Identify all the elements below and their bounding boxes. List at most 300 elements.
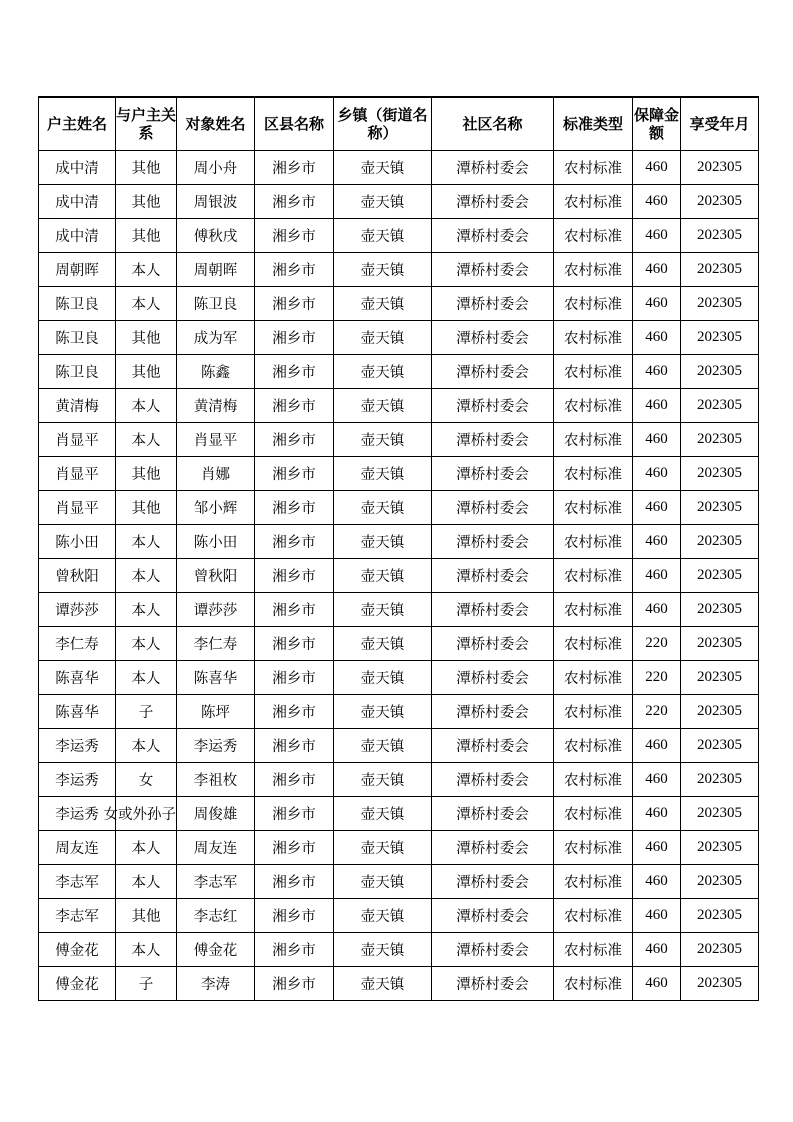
community-cell: 潭桥村委会: [432, 219, 554, 253]
household-head-cell: 成中清: [39, 185, 116, 219]
township-cell: 壶天镇: [334, 899, 432, 933]
relation-text: [116, 633, 176, 654]
relation-label: 子: [138, 705, 154, 721]
table-row: [39, 627, 759, 661]
table-row: [39, 457, 759, 491]
table-row: [39, 899, 759, 933]
township-cell: 壶天镇: [334, 219, 432, 253]
period-cell: 202305: [681, 287, 759, 321]
recipient-name-cell: 周银波: [177, 185, 255, 219]
county-cell: 湘乡市: [255, 559, 334, 593]
header-relation: 与户主关系: [116, 97, 177, 151]
period-cell: 202305: [681, 899, 759, 933]
recipient-name-cell: 李志红: [177, 899, 255, 933]
relation-cell: [116, 695, 177, 729]
recipient-name-cell: 曾秋阳: [177, 559, 255, 593]
amount-cell: 460: [633, 593, 681, 627]
township-cell: 壶天镇: [334, 389, 432, 423]
community-cell: 潭桥村委会: [432, 899, 554, 933]
relation-text: [116, 701, 176, 722]
household-head-cell: 傅金花: [39, 933, 116, 967]
county-cell: 湘乡市: [255, 967, 334, 1001]
relation-cell: [116, 933, 177, 967]
relation-label: 子: [138, 977, 154, 993]
relation-label: 女或外孙子: [103, 807, 176, 823]
recipient-name-cell: 李祖枚: [177, 763, 255, 797]
relation-label: 本人: [131, 841, 161, 857]
amount-cell: 460: [633, 389, 681, 423]
county-cell: 湘乡市: [255, 695, 334, 729]
household-head-cell: 李仁寿: [39, 627, 116, 661]
township-cell: 壶天镇: [334, 457, 432, 491]
relation-label: 本人: [131, 569, 161, 585]
amount-cell: 460: [633, 899, 681, 933]
period-cell: 202305: [681, 661, 759, 695]
recipient-name-cell: 周小舟: [177, 151, 255, 185]
relation-cell: [116, 219, 177, 253]
household-head-cell: 成中清: [39, 151, 116, 185]
relation-label: 其他: [131, 161, 161, 177]
amount-cell: 460: [633, 525, 681, 559]
county-cell: 湘乡市: [255, 831, 334, 865]
household-head-cell: 李志军: [39, 899, 116, 933]
relation-text: [116, 191, 176, 212]
relation-cell: [116, 253, 177, 287]
township-cell: 壶天镇: [334, 627, 432, 661]
community-cell: 潭桥村委会: [432, 831, 554, 865]
standard-type-cell: 农村标准: [554, 899, 633, 933]
township-cell: 壶天镇: [334, 593, 432, 627]
table-row: [39, 967, 759, 1001]
header-standard-type: 标准类型: [554, 97, 633, 151]
period-cell: 202305: [681, 185, 759, 219]
relation-text: [116, 157, 176, 178]
period-cell: 202305: [681, 797, 759, 831]
standard-type-cell: 农村标准: [554, 253, 633, 287]
household-head-cell: 肖显平: [39, 457, 116, 491]
recipient-name-cell: 周友连: [177, 831, 255, 865]
amount-cell: 460: [633, 321, 681, 355]
amount-cell: 460: [633, 967, 681, 1001]
standard-type-cell: 农村标准: [554, 593, 633, 627]
period-cell: 202305: [681, 355, 759, 389]
household-head-cell: 肖显平: [39, 491, 116, 525]
household-head-cell: 陈卫良: [39, 355, 116, 389]
header-county: 区县名称: [255, 97, 334, 151]
community-cell: 潭桥村委会: [432, 525, 554, 559]
relation-label: 其他: [131, 365, 161, 381]
standard-type-cell: 农村标准: [554, 525, 633, 559]
household-head-cell: 谭莎莎: [39, 593, 116, 627]
header-row: [39, 97, 759, 151]
header-recipient-name: 对象姓名: [177, 97, 255, 151]
relation-text: [116, 735, 176, 756]
table-row: [39, 763, 759, 797]
relation-text: [116, 225, 176, 246]
standard-type-cell: 农村标准: [554, 695, 633, 729]
relation-cell: [116, 627, 177, 661]
household-head-cell: 陈卫良: [39, 287, 116, 321]
county-cell: 湘乡市: [255, 593, 334, 627]
county-cell: 湘乡市: [255, 491, 334, 525]
county-cell: 湘乡市: [255, 525, 334, 559]
standard-type-cell: 农村标准: [554, 627, 633, 661]
amount-cell: 220: [633, 627, 681, 661]
relation-label: 本人: [131, 433, 161, 449]
relation-label: 本人: [131, 399, 161, 415]
table-row: [39, 729, 759, 763]
table-row: [39, 865, 759, 899]
township-cell: 壶天镇: [334, 355, 432, 389]
relation-cell: [116, 967, 177, 1001]
township-cell: 壶天镇: [334, 559, 432, 593]
period-cell: 202305: [681, 593, 759, 627]
standard-type-cell: 农村标准: [554, 287, 633, 321]
relation-label: 本人: [131, 535, 161, 551]
household-head-cell: 李运秀: [39, 729, 116, 763]
relation-label: 其他: [131, 195, 161, 211]
community-cell: 潭桥村委会: [432, 967, 554, 1001]
household-head-cell: 成中清: [39, 219, 116, 253]
relation-cell: [103, 797, 177, 831]
recipient-name-cell: 谭莎莎: [177, 593, 255, 627]
township-cell: 壶天镇: [334, 967, 432, 1001]
recipient-name-cell: 李仁寿: [177, 627, 255, 661]
county-cell: 湘乡市: [255, 185, 334, 219]
amount-cell: 460: [633, 797, 681, 831]
relation-cell: [116, 151, 177, 185]
community-cell: 潭桥村委会: [432, 559, 554, 593]
period-cell: 202305: [681, 423, 759, 457]
household-head-cell: 陈卫良: [39, 321, 116, 355]
county-cell: 湘乡市: [255, 457, 334, 491]
township-cell: 壶天镇: [334, 287, 432, 321]
household-head-cell: 黄清梅: [39, 389, 116, 423]
relation-cell: [116, 831, 177, 865]
household-head-cell: 曾秋阳: [39, 559, 116, 593]
recipient-name-cell: 陈小田: [177, 525, 255, 559]
township-cell: 壶天镇: [334, 491, 432, 525]
household-head-cell: 周朝晖: [39, 253, 116, 287]
period-cell: 202305: [681, 219, 759, 253]
table-row: [39, 253, 759, 287]
household-head-cell: 陈喜华: [39, 661, 116, 695]
period-cell: 202305: [681, 695, 759, 729]
period-cell: 202305: [681, 389, 759, 423]
header-township: 乡镇（街道名称）: [334, 97, 432, 151]
community-cell: 潭桥村委会: [432, 933, 554, 967]
relation-cell: [116, 763, 177, 797]
household-head-cell: 李志军: [39, 865, 116, 899]
beneficiary-table: [38, 96, 759, 1001]
community-cell: 潭桥村委会: [432, 355, 554, 389]
amount-cell: 460: [633, 287, 681, 321]
relation-text: [116, 599, 176, 620]
recipient-name-cell: 成为军: [177, 321, 255, 355]
amount-cell: 460: [633, 253, 681, 287]
standard-type-cell: 农村标准: [554, 219, 633, 253]
table-body: [39, 151, 759, 1001]
table-row: [39, 219, 759, 253]
township-cell: 壶天镇: [334, 151, 432, 185]
household-head-cell: 陈小田: [39, 525, 116, 559]
standard-type-cell: 农村标准: [554, 423, 633, 457]
relation-cell: [116, 525, 177, 559]
table-row: [39, 831, 759, 865]
county-cell: 湘乡市: [255, 729, 334, 763]
relation-text: [116, 973, 176, 994]
relation-text: [103, 803, 176, 824]
amount-cell: 460: [633, 763, 681, 797]
period-cell: 202305: [681, 831, 759, 865]
relation-label: 本人: [131, 603, 161, 619]
amount-cell: 460: [633, 933, 681, 967]
relation-text: [116, 293, 176, 314]
amount-cell: 460: [633, 219, 681, 253]
recipient-name-cell: 黄清梅: [177, 389, 255, 423]
standard-type-cell: 农村标准: [554, 321, 633, 355]
relation-cell: [116, 355, 177, 389]
relation-label: 本人: [131, 943, 161, 959]
county-cell: 湘乡市: [255, 899, 334, 933]
community-cell: 潭桥村委会: [432, 185, 554, 219]
recipient-name-cell: 李涛: [177, 967, 255, 1001]
period-cell: 202305: [681, 559, 759, 593]
header-amount: 保障金额: [633, 97, 681, 151]
standard-type-cell: 农村标准: [554, 661, 633, 695]
period-cell: 202305: [681, 321, 759, 355]
table-row: [39, 661, 759, 695]
relation-cell: [116, 899, 177, 933]
community-cell: 潭桥村委会: [432, 253, 554, 287]
table-row: [39, 933, 759, 967]
table-row: [39, 491, 759, 525]
recipient-name-cell: 傅秋戌: [177, 219, 255, 253]
relation-label: 本人: [131, 263, 161, 279]
amount-cell: 460: [633, 423, 681, 457]
county-cell: 湘乡市: [255, 661, 334, 695]
table-row: [39, 151, 759, 185]
relation-label: 其他: [131, 467, 161, 483]
county-cell: 湘乡市: [255, 219, 334, 253]
relation-cell: [116, 865, 177, 899]
relation-cell: [116, 185, 177, 219]
county-cell: 湘乡市: [255, 389, 334, 423]
relation-cell: [116, 593, 177, 627]
community-cell: 潭桥村委会: [432, 457, 554, 491]
period-cell: 202305: [681, 627, 759, 661]
standard-type-cell: 农村标准: [554, 389, 633, 423]
relation-text: [116, 871, 176, 892]
standard-type-cell: 农村标准: [554, 831, 633, 865]
standard-type-cell: 农村标准: [554, 763, 633, 797]
period-cell: 202305: [681, 491, 759, 525]
county-cell: 湘乡市: [255, 797, 334, 831]
amount-cell: 460: [633, 559, 681, 593]
community-cell: 潭桥村委会: [432, 797, 554, 831]
relation-text: [116, 667, 176, 688]
standard-type-cell: 农村标准: [554, 457, 633, 491]
table-row: [39, 423, 759, 457]
recipient-name-cell: 周俊雄: [177, 797, 255, 831]
table-row: [39, 287, 759, 321]
community-cell: 潭桥村委会: [432, 389, 554, 423]
relation-cell: [116, 729, 177, 763]
amount-cell: 460: [633, 865, 681, 899]
community-cell: 潭桥村委会: [432, 695, 554, 729]
recipient-name-cell: 陈坪: [177, 695, 255, 729]
standard-type-cell: 农村标准: [554, 933, 633, 967]
table-header: [39, 97, 759, 151]
relation-cell: [116, 423, 177, 457]
standard-type-cell: 农村标准: [554, 151, 633, 185]
relation-text: [116, 565, 176, 586]
recipient-name-cell: 陈卫良: [177, 287, 255, 321]
period-cell: 202305: [681, 933, 759, 967]
county-cell: 湘乡市: [255, 763, 334, 797]
period-cell: 202305: [681, 865, 759, 899]
county-cell: 湘乡市: [255, 287, 334, 321]
township-cell: 壶天镇: [334, 321, 432, 355]
relation-text: [116, 429, 176, 450]
township-cell: 壶天镇: [334, 695, 432, 729]
relation-cell: [116, 559, 177, 593]
standard-type-cell: 农村标准: [554, 797, 633, 831]
table-row: [39, 797, 759, 831]
recipient-name-cell: 陈喜华: [177, 661, 255, 695]
relation-text: [116, 769, 176, 790]
community-cell: 潭桥村委会: [432, 593, 554, 627]
amount-cell: 460: [633, 729, 681, 763]
township-cell: 壶天镇: [334, 729, 432, 763]
relation-label: 其他: [131, 501, 161, 517]
relation-text: [116, 361, 176, 382]
relation-label: 本人: [131, 739, 161, 755]
community-cell: 潭桥村委会: [432, 627, 554, 661]
community-cell: 潭桥村委会: [432, 729, 554, 763]
relation-text: [116, 837, 176, 858]
relation-label: 本人: [131, 297, 161, 313]
relation-cell: [116, 457, 177, 491]
recipient-name-cell: 肖显平: [177, 423, 255, 457]
header-community: 社区名称: [432, 97, 554, 151]
period-cell: 202305: [681, 967, 759, 1001]
relation-cell: [116, 389, 177, 423]
relation-text: [116, 395, 176, 416]
amount-cell: 460: [633, 831, 681, 865]
relation-cell: [116, 661, 177, 695]
relation-text: [116, 531, 176, 552]
period-cell: 202305: [681, 525, 759, 559]
recipient-name-cell: 傅金花: [177, 933, 255, 967]
community-cell: 潭桥村委会: [432, 763, 554, 797]
county-cell: 湘乡市: [255, 355, 334, 389]
standard-type-cell: 农村标准: [554, 967, 633, 1001]
amount-cell: 460: [633, 457, 681, 491]
relation-label: 本人: [131, 637, 161, 653]
standard-type-cell: 农村标准: [554, 865, 633, 899]
table-row: [39, 321, 759, 355]
header-period: 享受年月: [681, 97, 759, 151]
recipient-name-cell: 李运秀: [177, 729, 255, 763]
period-cell: 202305: [681, 253, 759, 287]
county-cell: 湘乡市: [255, 933, 334, 967]
relation-label: 其他: [131, 909, 161, 925]
county-cell: 湘乡市: [255, 423, 334, 457]
township-cell: 壶天镇: [334, 423, 432, 457]
county-cell: 湘乡市: [255, 253, 334, 287]
relation-cell: [116, 321, 177, 355]
standard-type-cell: 农村标准: [554, 185, 633, 219]
township-cell: 壶天镇: [334, 831, 432, 865]
amount-cell: 460: [633, 185, 681, 219]
table-row: [39, 695, 759, 729]
township-cell: 壶天镇: [334, 865, 432, 899]
relation-text: [116, 939, 176, 960]
community-cell: 潭桥村委会: [432, 151, 554, 185]
period-cell: 202305: [681, 457, 759, 491]
relation-label: 女: [138, 773, 154, 789]
table-row: [39, 355, 759, 389]
household-head-cell: 李运秀: [39, 763, 116, 797]
household-head-cell: 肖显平: [39, 423, 116, 457]
township-cell: 壶天镇: [334, 933, 432, 967]
county-cell: 湘乡市: [255, 151, 334, 185]
amount-cell: 460: [633, 355, 681, 389]
county-cell: 湘乡市: [255, 865, 334, 899]
relation-label: 其他: [131, 229, 161, 245]
community-cell: 潭桥村委会: [432, 423, 554, 457]
amount-cell: 220: [633, 695, 681, 729]
township-cell: 壶天镇: [334, 763, 432, 797]
community-cell: 潭桥村委会: [432, 661, 554, 695]
relation-label: 本人: [131, 671, 161, 687]
standard-type-cell: 农村标准: [554, 355, 633, 389]
township-cell: 壶天镇: [334, 253, 432, 287]
table-row: [39, 559, 759, 593]
period-cell: 202305: [681, 151, 759, 185]
period-cell: 202305: [681, 729, 759, 763]
recipient-name-cell: 周朝晖: [177, 253, 255, 287]
township-cell: 壶天镇: [334, 185, 432, 219]
household-head-cell: 傅金花: [39, 967, 116, 1001]
recipient-name-cell: 邹小辉: [177, 491, 255, 525]
relation-cell: [116, 491, 177, 525]
header-household-head: 户主姓名: [39, 97, 116, 151]
township-cell: 壶天镇: [334, 797, 432, 831]
household-head-cell: 陈喜华: [39, 695, 116, 729]
table-row: [39, 525, 759, 559]
relation-text: [116, 905, 176, 926]
community-cell: 潭桥村委会: [432, 287, 554, 321]
period-cell: 202305: [681, 763, 759, 797]
table-row: [39, 389, 759, 423]
table-row: [39, 185, 759, 219]
county-cell: 湘乡市: [255, 627, 334, 661]
relation-label: 本人: [131, 875, 161, 891]
township-cell: 壶天镇: [334, 525, 432, 559]
amount-cell: 220: [633, 661, 681, 695]
table-row: [39, 593, 759, 627]
community-cell: 潭桥村委会: [432, 491, 554, 525]
standard-type-cell: 农村标准: [554, 491, 633, 525]
community-cell: 潭桥村委会: [432, 321, 554, 355]
amount-cell: 460: [633, 491, 681, 525]
recipient-name-cell: 李志军: [177, 865, 255, 899]
county-cell: 湘乡市: [255, 321, 334, 355]
relation-text: [116, 327, 176, 348]
household-head-cell: 周友连: [39, 831, 116, 865]
